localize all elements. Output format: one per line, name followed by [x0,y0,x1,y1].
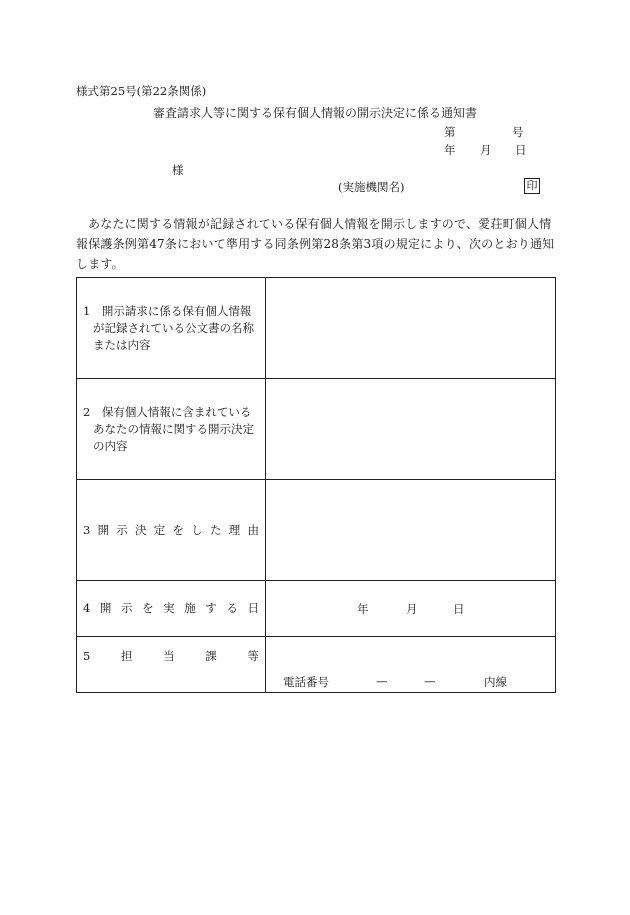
row-label: 3 開 示 決 定 を し た 理 由 [83,522,259,537]
disclosure-date-cell [266,581,556,637]
row-label-cell [77,379,266,480]
disclosure-date-month: 月 [406,602,418,616]
disclosure-date-year: 年 [357,602,369,616]
document-number-suffix: 号 [512,125,524,139]
row-value-cell [266,480,556,581]
row-label: 1 開示請求に係る保有個人情報が記録されている公文書の名称または内容 [83,303,254,352]
row-label-cell [77,278,266,379]
seal-mark: 印 [524,178,540,194]
phone-dash: — [424,674,436,688]
contact-cell [266,637,556,693]
row-value-cell [266,379,556,480]
phone-dash: — [376,674,388,688]
issue-date-month: 月 [480,143,492,157]
row-label: 5 担 当 課 等 [83,649,259,663]
document-title: 審査請求人等に関する保有個人情報の開示決定に係る通知書 [153,106,478,120]
row-value-cell [266,278,556,379]
issue-date-year: 年 [444,143,456,157]
phone-label: 電話番号 [283,675,329,689]
row-label-cell [77,581,266,637]
table-row [77,637,556,693]
issue-date-day: 日 [515,143,527,157]
table-row [77,581,556,637]
notice-table [76,277,556,693]
row-label-cell [77,480,266,581]
notice-body-text: あなたに関する情報が記録されている保有個人情報を開示しますので、愛荘町個人情報保護条例第47条において準用する同条例第28条第3項の規定により、次のとおり通知します。 [76,217,555,271]
addressee-honorific: 様 [172,163,184,177]
row-label-cell [77,637,266,693]
agency-name-label: (実施機関名) [338,180,405,194]
disclosure-date-day: 日 [453,602,465,616]
table-row [77,480,556,581]
row-label: 2 保有個人情報に含まれているあなたの情報に関する開示決定の内容 [83,404,254,453]
row-label: 4 開 示 を 実 施 す る 日 [83,601,259,615]
document-number-prefix: 第 [444,125,456,139]
table-row [77,278,556,379]
form-number-label: 様式第25号(第22条関係) [76,84,207,98]
extension-label: 内線 [484,675,507,689]
table-row [77,379,556,480]
